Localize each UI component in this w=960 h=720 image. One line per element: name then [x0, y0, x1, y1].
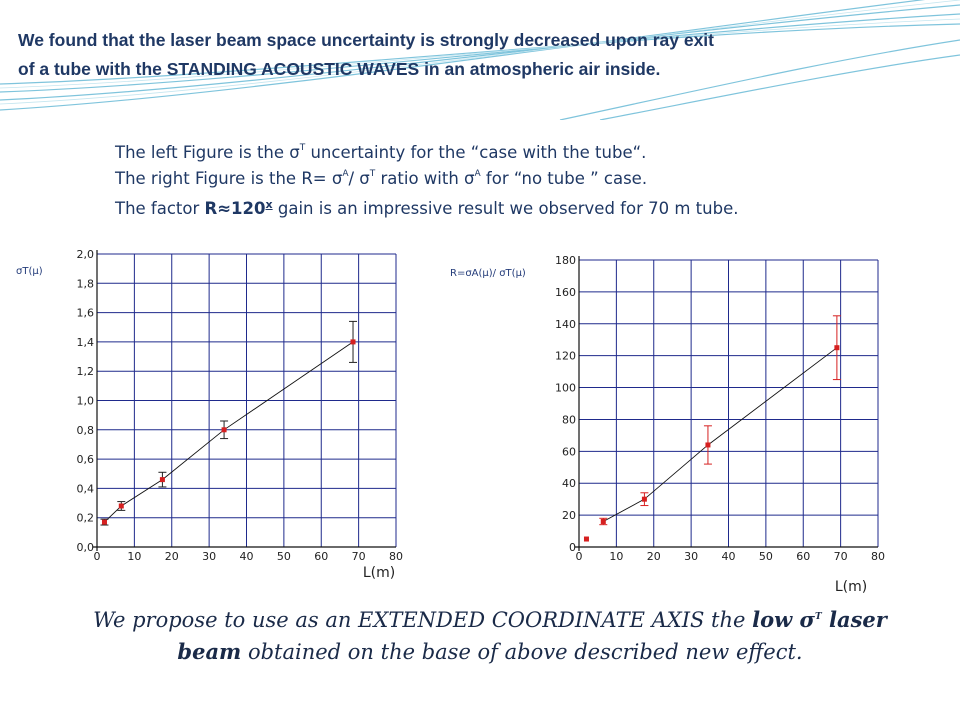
x-tick-label: 50 — [276, 550, 291, 563]
y-tick-label: 0,2 — [76, 511, 94, 525]
y-tick-label: 140 — [555, 317, 576, 331]
y-tick-label: 80 — [562, 413, 576, 427]
fit-line — [603, 348, 837, 522]
data-point — [601, 519, 606, 524]
intro-line-3: The factor $R\approx 120^x$ gain is an impressive result we observed for 70 m tube. — [115, 198, 739, 218]
x-axis-title: L(m) — [362, 565, 396, 581]
y-tick-label: 0,6 — [76, 453, 94, 467]
chart-right-ylabel: R=σA(μ)/ σT(μ) — [450, 268, 526, 279]
intro-line-1: The left Figure is the $\sigma^T$ uncertainty for the “case with the tube“. — [115, 143, 647, 162]
x-tick-label: 40 — [721, 550, 736, 563]
y-tick-label: 0,8 — [76, 423, 94, 437]
x-tick-label: 50 — [758, 550, 773, 563]
x-tick-label: 0 — [575, 550, 583, 563]
x-tick-label: 70 — [351, 550, 366, 563]
y-tick-label: 2,0 — [76, 248, 94, 261]
y-tick-label: 100 — [555, 381, 576, 395]
x-tick-label: 20 — [164, 550, 179, 563]
footer-line-1: We propose to use as an EXTENDED COORDINATE AXIS the low $\sigma^T$ laser — [93, 607, 887, 632]
headline-line-2: of a tube with the STANDING ACOUSTIC WAVES in an atmospheric air inside. — [18, 59, 661, 79]
footer-line-2: beam obtained on the base of above described new effect. — [177, 639, 803, 664]
x-tick-label: 30 — [684, 550, 699, 563]
x-tick-label: 60 — [314, 550, 329, 563]
y-tick-label: 1,4 — [76, 335, 94, 349]
y-tick-label: 180 — [555, 254, 576, 267]
x-axis-title: L(m) — [834, 579, 868, 595]
data-point — [834, 345, 839, 350]
x-tick-label: 0 — [93, 550, 101, 563]
intro-line-2: The right Figure is the $R= \sigma^A/$ $\sigma^T$ ratio with $\sigma^A$ for “no tube ” case. — [115, 169, 648, 188]
y-tick-label: 160 — [555, 285, 576, 299]
y-tick-label: 0 — [569, 541, 576, 554]
y-tick-label: 120 — [555, 349, 576, 363]
x-tick-label: 60 — [796, 550, 811, 563]
x-tick-label: 80 — [871, 550, 885, 563]
y-tick-label: 1,8 — [76, 277, 94, 291]
data-point — [705, 442, 710, 447]
x-tick-label: 20 — [646, 550, 661, 563]
x-tick-label: 70 — [833, 550, 848, 563]
data-point — [642, 497, 647, 502]
headline-line-1: We found that the laser beam space uncertainty is strongly decreased upon ray exit — [18, 30, 714, 50]
y-tick-label: 20 — [562, 509, 576, 523]
y-tick-label: 60 — [562, 445, 576, 459]
x-tick-label: 80 — [389, 550, 403, 563]
footer-text — [40, 604, 940, 668]
chart-left-ylabel-box — [10, 262, 66, 310]
x-tick-label: 10 — [609, 550, 624, 563]
x-tick-label: 10 — [127, 550, 142, 563]
chart-left-ylabel: σT(μ) — [16, 266, 43, 277]
x-tick-label: 40 — [239, 550, 254, 563]
y-tick-label: 0,4 — [76, 482, 94, 496]
y-tick-label: 1,2 — [76, 365, 94, 379]
y-tick-label: 0,0 — [76, 541, 94, 554]
y-tick-label: 1,0 — [76, 394, 94, 408]
y-tick-label: 40 — [562, 477, 576, 491]
data-point — [584, 537, 589, 542]
chart-right-ylabel-box — [442, 264, 552, 316]
y-tick-label: 1,6 — [76, 306, 94, 320]
x-tick-label: 30 — [202, 550, 217, 563]
